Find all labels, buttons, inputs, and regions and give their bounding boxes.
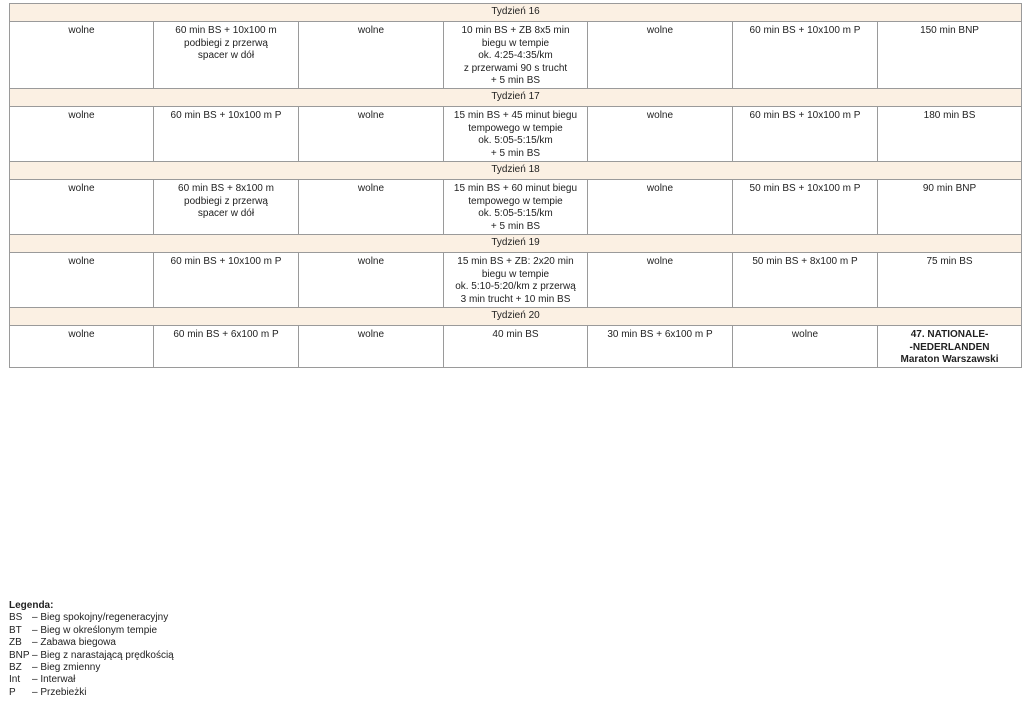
week-header-row <box>10 308 1022 326</box>
day-cell: 60 min BS + 10x100 m P <box>154 253 299 308</box>
day-cell: 50 min BS + 10x100 m P <box>733 180 878 235</box>
legend-item <box>9 612 174 624</box>
legend-desc: – Bieg spokojny/regeneracyjny <box>32 612 169 624</box>
week-title: Tydzień 18 <box>10 162 1022 180</box>
day-cell: 50 min BS + 8x100 m P <box>733 253 878 308</box>
legend-item <box>9 637 174 649</box>
legend-title: Legenda: <box>9 600 54 611</box>
legend-abbr: P <box>9 686 16 698</box>
week-title: Tydzień 17 <box>10 89 1022 107</box>
day-cell: wolne <box>10 107 154 162</box>
day-cell: wolne <box>588 180 733 235</box>
day-cell: wolne <box>299 253 444 308</box>
day-cell: 60 min BS + 10x100 m P <box>154 107 299 162</box>
legend-desc: – Bieg z narastającą prędkością <box>32 649 174 661</box>
legend-desc: – Bieg zmienny <box>32 662 101 674</box>
day-cell: 60 min BS + 10x100 m P <box>733 22 878 89</box>
day-cell: 60 min BS + 8x100 m podbiegi z przerwą spacer w dół <box>154 180 299 235</box>
week-title: Tydzień 20 <box>10 308 1022 326</box>
legend <box>9 600 174 699</box>
race-day-cell: 47. NATIONALE- -NEDERLANDEN Maraton Warszawski <box>878 326 1022 368</box>
day-cell: 15 min BS + ZB: 2x20 min biegu w tempie ok. 5:10-5:20/km z przerwą 3 min trucht + 10 min BS <box>444 253 588 308</box>
training-plan-table <box>9 3 1022 368</box>
day-cell: wolne <box>10 180 154 235</box>
day-cell: 150 min BNP <box>878 22 1022 89</box>
legend-item <box>9 674 174 686</box>
day-cell: 60 min BS + 10x100 m P <box>733 107 878 162</box>
day-cell: 90 min BNP <box>878 180 1022 235</box>
day-cell: 60 min BS + 10x100 m podbiegi z przerwą spacer w dół <box>154 22 299 89</box>
legend-abbr: BZ <box>9 662 22 674</box>
legend-abbr: BNP <box>9 649 30 661</box>
day-cell: wolne <box>10 22 154 89</box>
legend-item <box>9 625 174 637</box>
week-days-row <box>10 107 1022 162</box>
day-cell: 15 min BS + 45 minut biegu tempowego w tempie ok. 5:05-5:15/km + 5 min BS <box>444 107 588 162</box>
day-cell: 180 min BS <box>878 107 1022 162</box>
legend-item <box>9 650 174 662</box>
day-cell: 75 min BS <box>878 253 1022 308</box>
day-cell: wolne <box>10 253 154 308</box>
day-cell: 30 min BS + 6x100 m P <box>588 326 733 368</box>
week-header-row <box>10 89 1022 107</box>
week-title: Tydzień 19 <box>10 235 1022 253</box>
day-cell: wolne <box>299 180 444 235</box>
day-cell: 15 min BS + 60 minut biegu tempowego w tempie ok. 5:05-5:15/km + 5 min BS <box>444 180 588 235</box>
day-cell: wolne <box>10 326 154 368</box>
day-cell: wolne <box>299 107 444 162</box>
week-days-row <box>10 22 1022 89</box>
day-cell: wolne <box>588 253 733 308</box>
legend-item <box>9 662 174 674</box>
legend-desc: – Bieg w określonym tempie <box>32 624 158 636</box>
legend-abbr: ZB <box>9 637 22 649</box>
legend-abbr: BS <box>9 612 23 624</box>
week-days-row <box>10 180 1022 235</box>
day-cell: 40 min BS <box>444 326 588 368</box>
legend-abbr: Int <box>9 674 21 686</box>
legend-desc: – Interwał <box>32 674 76 686</box>
week-days-row <box>10 326 1022 368</box>
day-cell: wolne <box>299 326 444 368</box>
week-header-row <box>10 235 1022 253</box>
day-cell: wolne <box>299 22 444 89</box>
day-cell: wolne <box>733 326 878 368</box>
day-cell: wolne <box>588 107 733 162</box>
week-days-row <box>10 253 1022 308</box>
day-cell: 60 min BS + 6x100 m P <box>154 326 299 368</box>
week-title: Tydzień 16 <box>10 4 1022 22</box>
legend-desc: – Zabawa biegowa <box>32 637 116 649</box>
legend-desc: – Przebieżki <box>32 686 87 698</box>
legend-item <box>9 687 174 699</box>
week-header-row <box>10 162 1022 180</box>
day-cell: wolne <box>588 22 733 89</box>
legend-abbr: BT <box>9 624 22 636</box>
week-header-row <box>10 4 1022 22</box>
day-cell: 10 min BS + ZB 8x5 min biegu w tempie ok. 4:25-4:35/km z przerwami 90 s trucht + 5 min BS <box>444 22 588 89</box>
